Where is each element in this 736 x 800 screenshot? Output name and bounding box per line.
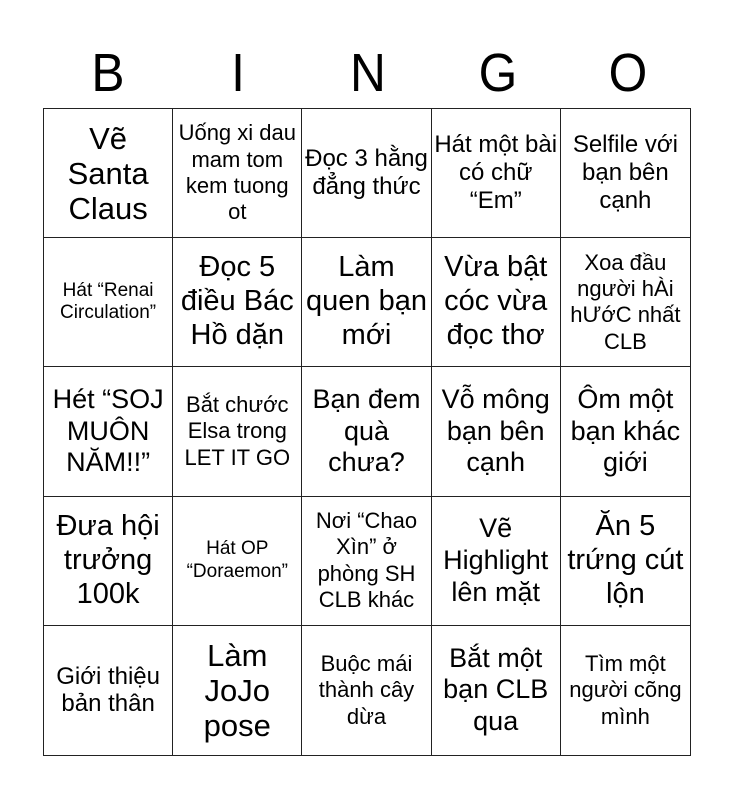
header-letter-i: I (231, 43, 245, 103)
header-letter-o: O (608, 43, 648, 103)
bingo-cell[interactable]: Ăn 5 trứng cút lộn (561, 497, 690, 626)
bingo-cell[interactable]: Uống xi dau mam tom kem tuong ot (173, 109, 302, 238)
bingo-cell[interactable]: Đọc 3 hằng đẳng thức (302, 109, 431, 238)
bingo-cell[interactable]: Buộc mái thành cây dừa (302, 626, 431, 755)
bingo-cell[interactable]: Bắt một bạn CLB qua (432, 626, 561, 755)
bingo-grid (43, 108, 691, 756)
bingo-cell[interactable]: Hét “SOJ MUÔN NĂM!!” (44, 367, 173, 496)
bingo-cell[interactable]: Bắt chước Elsa trong LET IT GO (173, 367, 302, 496)
header-letter-b: B (91, 43, 125, 103)
bingo-cell[interactable]: Ôm một bạn khác giới (561, 367, 690, 496)
bingo-cell[interactable]: Tìm một người cõng mình (569, 650, 682, 729)
bingo-cell[interactable]: Bạn đem quà chưa? (302, 367, 431, 496)
bingo-cell[interactable]: Xoa đầu người hÀi hƯớC nhất CLB (561, 238, 690, 367)
bingo-cell[interactable]: Hát “Renai Circulation” (44, 238, 173, 367)
bingo-cell[interactable]: Hát OP “Doraemon” (173, 497, 302, 626)
bingo-cell[interactable]: Vẽ Santa Claus (44, 109, 173, 238)
bingo-cell[interactable]: Làm quen bạn mới (302, 238, 431, 367)
bingo-cell[interactable]: Giới thiệu bản thân (44, 626, 173, 755)
bingo-cell[interactable]: Selfile với bạn bên cạnh (561, 109, 690, 238)
bingo-cell[interactable]: Vẽ Highlight lên mặt (432, 497, 561, 626)
bingo-cell[interactable]: Vỗ mông bạn bên cạnh (432, 367, 561, 496)
header-letter-n: N (350, 43, 386, 103)
bingo-cell[interactable]: Hát một bài có chữ “Em” (432, 109, 561, 238)
bingo-cell[interactable]: Vừa bật cóc vừa đọc thơ (432, 238, 561, 367)
header-letter-g: G (478, 43, 518, 103)
bingo-header (43, 40, 693, 106)
bingo-cell[interactable]: Đọc 5 điều Bác Hồ dặn (173, 238, 302, 367)
bingo-cell[interactable]: Nơi “Chao Xìn” ở phòng SH CLB khác (302, 497, 431, 626)
bingo-cell[interactable]: Đưa hội trưởng 100k (44, 497, 173, 626)
bingo-cell[interactable]: Làm JoJo pose (173, 626, 302, 755)
